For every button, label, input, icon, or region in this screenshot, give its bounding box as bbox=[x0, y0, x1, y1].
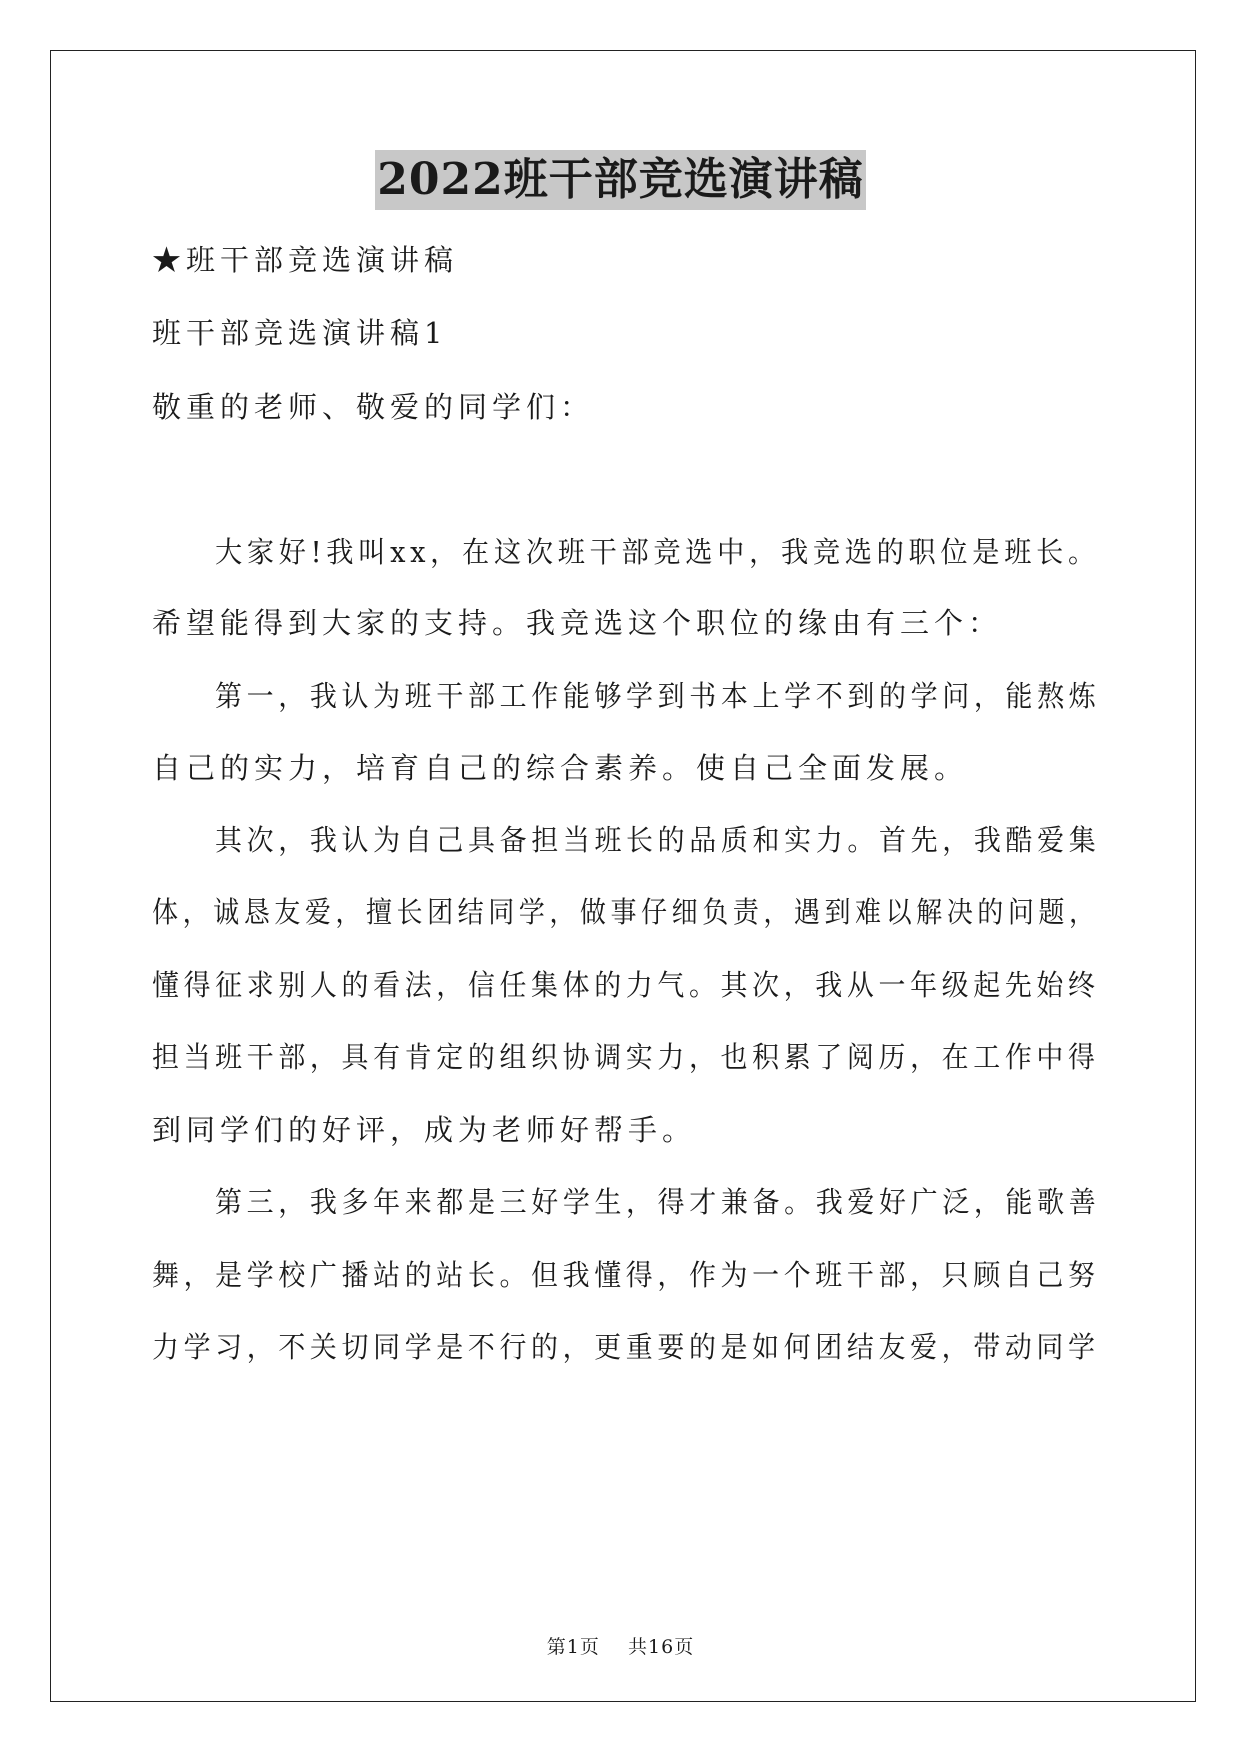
text-line: 敬重的老师、敬爱的同学们： bbox=[152, 390, 595, 424]
title-container bbox=[0, 150, 1241, 210]
text-line: 第一，我认为班干部工作能够学到书本上学不到的学问，能熬炼 bbox=[215, 679, 1101, 713]
page-footer bbox=[0, 1632, 1241, 1659]
text-line: 班干部竞选演讲稿1 bbox=[152, 316, 448, 350]
text-line: 到同学们的好评，成为老师好帮手。 bbox=[152, 1113, 697, 1147]
text-line: 舞，是学校广播站的站长。但我懂得，作为一个班干部，只顾自己努 bbox=[152, 1258, 1100, 1292]
text-line: ★班干部竞选演讲稿 bbox=[152, 243, 459, 277]
text-line: 第三，我多年来都是三好学生，得才兼备。我爱好广泛，能歌善 bbox=[215, 1185, 1101, 1219]
page-number: 第1页 bbox=[546, 1636, 600, 1658]
text-line: 担当班干部，具有肯定的组织协调实力，也积累了阅历，在工作中得 bbox=[152, 1040, 1100, 1074]
text-line: 体，诚恳友爱，擅长团结同学，做事仔细负责，遇到难以解决的问题， bbox=[152, 895, 1100, 929]
text-line: 大家好!我叫xx，在这次班干部竞选中，我竞选的职位是班长。 bbox=[215, 535, 1100, 569]
page-border bbox=[50, 50, 1196, 1702]
text-line: 力学习，不关切同学是不行的，更重要的是如何团结友爱，带动同学 bbox=[152, 1330, 1100, 1364]
text-line: 懂得征求别人的看法，信任集体的力气。其次，我从一年级起先始终 bbox=[152, 968, 1100, 1002]
text-line: 希望能得到大家的支持。我竞选这个职位的缘由有三个： bbox=[152, 606, 1003, 640]
text-line: 自己的实力，培育自己的综合素养。使自己全面发展。 bbox=[152, 751, 969, 785]
total-pages: 共16页 bbox=[628, 1636, 695, 1658]
document-title: 2022班干部竞选演讲稿 bbox=[375, 150, 865, 210]
text-line: 其次，我认为自己具备担当班长的品质和实力。首先，我酷爱集 bbox=[215, 823, 1101, 857]
